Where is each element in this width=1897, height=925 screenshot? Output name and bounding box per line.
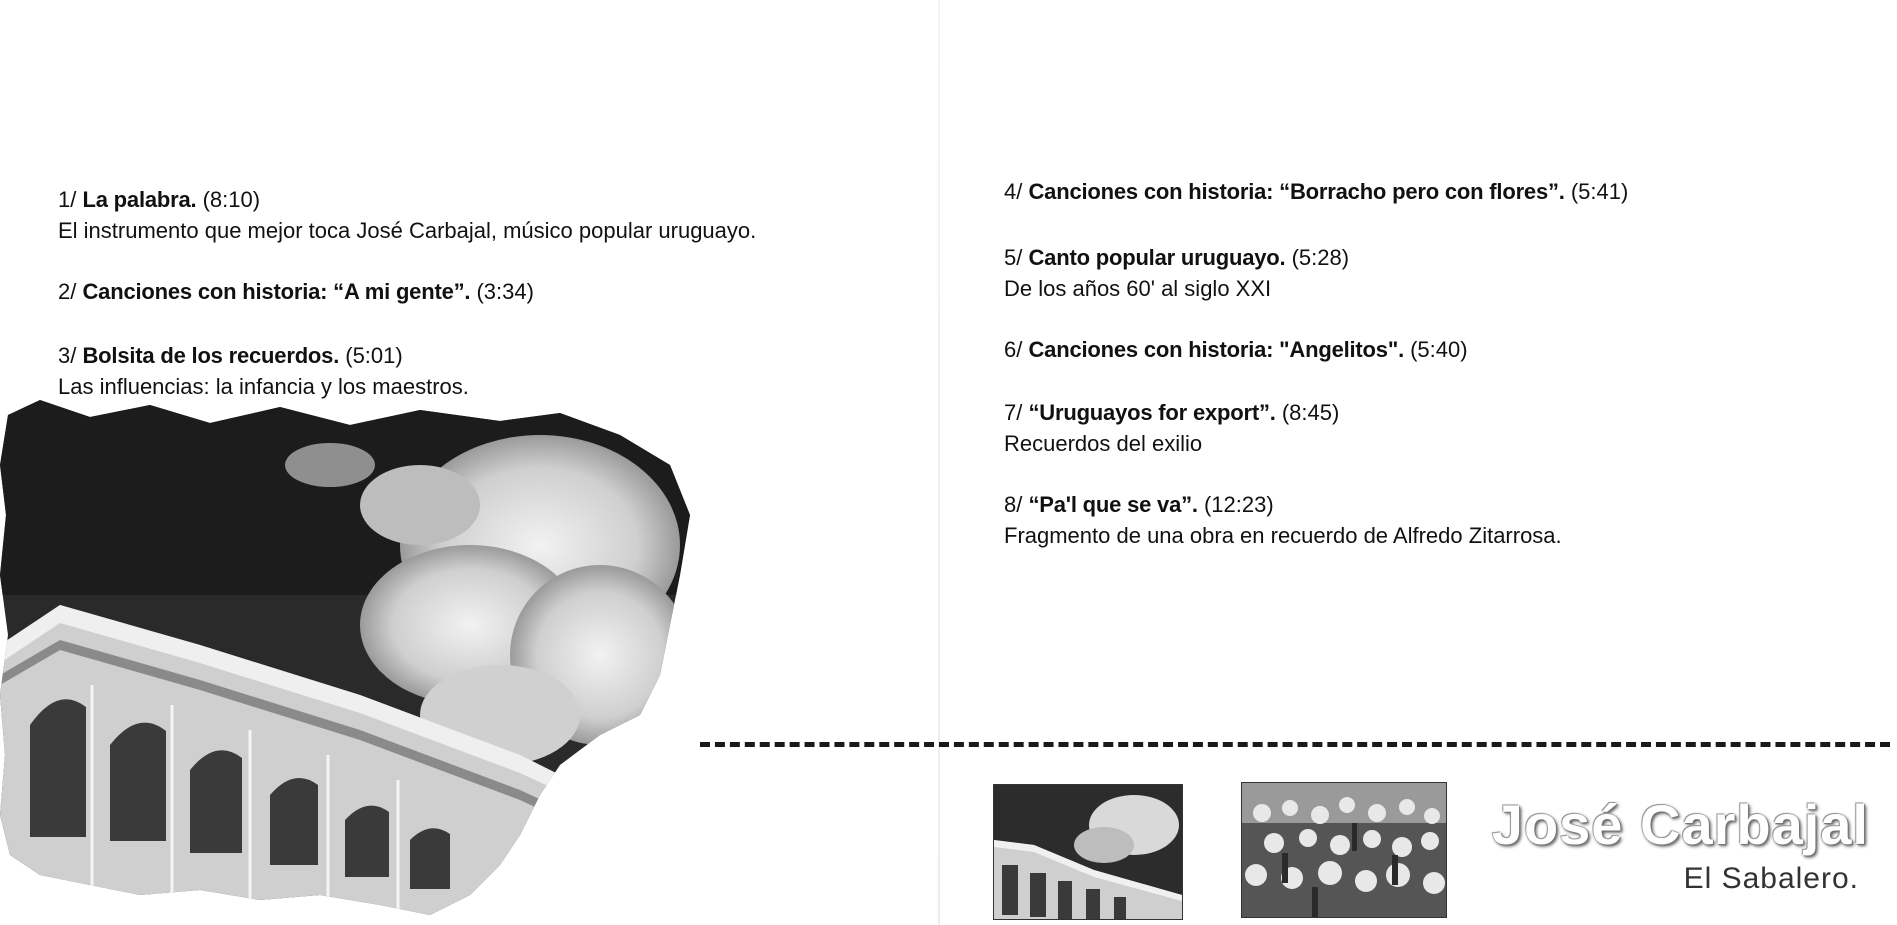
track-2-number: 2/ <box>58 279 77 304</box>
center-fold <box>938 0 940 925</box>
thumbnail-building <box>993 784 1183 920</box>
track-3 <box>58 340 469 402</box>
track-2-duration: (3:34) <box>476 279 534 304</box>
track-7-description: Recuerdos del exilio <box>1004 431 1203 456</box>
track-7-title: “Uruguayos for export”. <box>1028 400 1276 425</box>
thumbnail-crowd <box>1241 782 1447 918</box>
track-2 <box>58 276 534 307</box>
track-8 <box>1004 489 1562 551</box>
album-subtitle: El Sabalero. <box>1683 862 1859 895</box>
track-4-title: Canciones con historia: “Borracho pero con flores”. <box>1028 179 1565 204</box>
thumbnail-building-image <box>994 785 1182 919</box>
track-8-description: Fragmento de una obra en recuerdo de Alfredo Zitarrosa. <box>1004 523 1562 548</box>
track-6 <box>1004 334 1468 365</box>
track-4-number: 4/ <box>1004 179 1023 204</box>
track-1-title: La palabra. <box>82 187 197 212</box>
building-sky-photo <box>0 395 700 925</box>
track-8-number: 8/ <box>1004 492 1023 517</box>
track-1-number: 1/ <box>58 187 77 212</box>
track-7-number: 7/ <box>1004 400 1023 425</box>
track-3-duration: (5:01) <box>345 343 403 368</box>
dashed-divider <box>700 742 1890 747</box>
track-6-duration: (5:40) <box>1410 337 1468 362</box>
track-6-number: 6/ <box>1004 337 1023 362</box>
thumbnail-crowd-image <box>1242 783 1446 917</box>
artist-name: José Carbajal <box>1491 793 1869 856</box>
track-5-duration: (5:28) <box>1291 245 1350 270</box>
track-8-duration: (12:23) <box>1203 492 1274 517</box>
track-3-title: Bolsita de los recuerdos. <box>82 343 340 368</box>
track-5-title: Canto popular uruguayo. <box>1028 245 1286 270</box>
track-1 <box>58 184 756 246</box>
track-5 <box>1004 242 1349 304</box>
track-8-title: “Pa'l que se va”. <box>1028 492 1198 517</box>
track-7-duration: (8:45) <box>1281 400 1340 425</box>
track-4-duration: (5:41) <box>1570 179 1629 204</box>
track-5-number: 5/ <box>1004 245 1023 270</box>
track-1-duration: (8:10) <box>202 187 261 212</box>
track-5-description: De los años 60' al siglo XXI <box>1004 276 1272 301</box>
track-3-description: Las influencias: la infancia y los maestros. <box>58 374 469 399</box>
track-3-number: 3/ <box>58 343 77 368</box>
track-2-title: Canciones con historia: “A mi gente”. <box>82 279 471 304</box>
track-4 <box>1004 176 1628 207</box>
track-6-title: Canciones con historia: "Angelitos". <box>1028 337 1404 362</box>
track-7 <box>1004 397 1339 459</box>
track-1-description: El instrumento que mejor toca José Carbajal, músico popular uruguayo. <box>58 218 757 243</box>
